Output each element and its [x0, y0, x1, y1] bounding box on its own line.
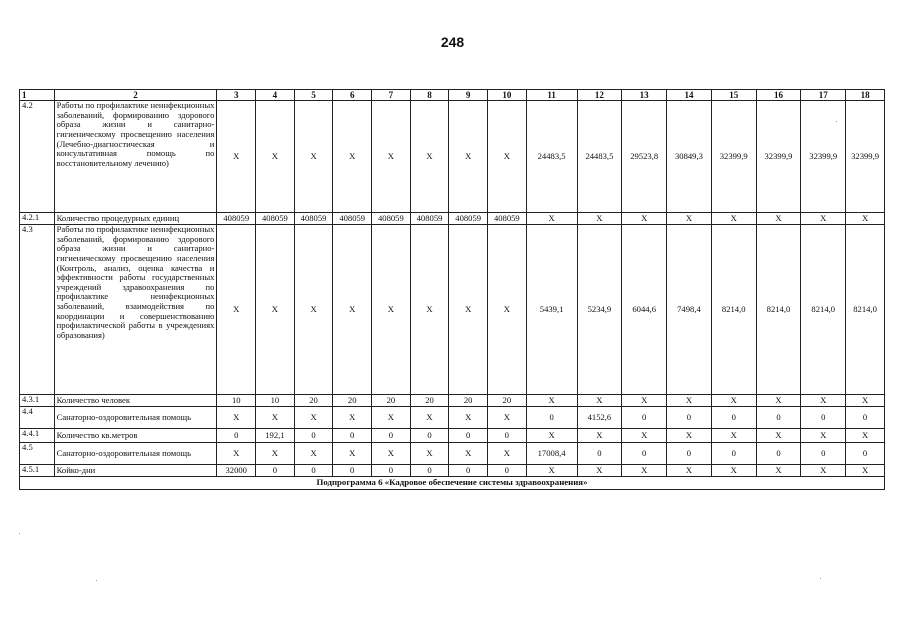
column-header: 8: [410, 90, 449, 101]
cell-value: 0: [667, 443, 712, 465]
cell-value: X: [256, 101, 295, 213]
cell-value: 0: [622, 407, 667, 429]
cell-value: 408059: [449, 213, 488, 225]
cell-value: X: [488, 101, 527, 213]
cell-value: 10: [217, 395, 256, 407]
cell-value: 10: [256, 395, 295, 407]
cell-value: X: [488, 407, 527, 429]
cell-value: 7498,4: [667, 225, 712, 395]
cell-value: 6044,6: [622, 225, 667, 395]
column-header: 6: [333, 90, 372, 101]
cell-value: X: [577, 429, 622, 443]
row-number: 4.2.1: [20, 213, 55, 225]
cell-value: 408059: [256, 213, 295, 225]
cell-value: 0: [488, 429, 527, 443]
cell-value: X: [846, 429, 885, 443]
table-row: [20, 465, 885, 477]
cell-value: X: [756, 429, 801, 443]
cell-value: X: [410, 101, 449, 213]
row-number: 4.3: [20, 225, 55, 395]
column-header: 15: [711, 90, 756, 101]
column-header: 4: [256, 90, 295, 101]
cell-value: 24483,5: [577, 101, 622, 213]
cell-value: X: [711, 429, 756, 443]
cell-value: X: [449, 443, 488, 465]
cell-value: X: [410, 443, 449, 465]
cell-value: 20: [294, 395, 333, 407]
cell-value: X: [526, 395, 577, 407]
cell-value: 408059: [372, 213, 411, 225]
cell-value: X: [294, 101, 333, 213]
cell-value: 20: [372, 395, 411, 407]
row-number: 4.4.1: [20, 429, 55, 443]
cell-value: X: [667, 395, 712, 407]
row-number: 4.3.1: [20, 395, 55, 407]
column-header: 1: [20, 90, 55, 101]
cell-value: X: [217, 407, 256, 429]
column-header: 16: [756, 90, 801, 101]
row-name: Работы по профилактике неинфекционных заболеваний, формированию здорового образа жизни и санитарно-гигиеническому просвещению населения (Контроль, анализ, оценка качества и эффективности работы государственных учреждений здравоохранения по профилактике неинфекционных заболеваний, взаимодействия по координации и совершенствованию профилактической работы в учреждениях образования): [54, 225, 217, 395]
cell-value: X: [372, 225, 411, 395]
cell-value: 8214,0: [756, 225, 801, 395]
cell-value: X: [801, 465, 846, 477]
cell-value: 0: [410, 429, 449, 443]
cell-value: 8214,0: [846, 225, 885, 395]
column-header: 12: [577, 90, 622, 101]
column-header: 13: [622, 90, 667, 101]
cell-value: 0: [756, 407, 801, 429]
cell-value: X: [622, 429, 667, 443]
cell-value: X: [622, 465, 667, 477]
cell-value: X: [711, 213, 756, 225]
cell-value: 0: [846, 443, 885, 465]
data-table: [19, 89, 885, 490]
cell-value: 8214,0: [801, 225, 846, 395]
cell-value: X: [622, 395, 667, 407]
row-name: Количество человек: [54, 395, 217, 407]
cell-value: X: [256, 443, 295, 465]
cell-value: X: [711, 395, 756, 407]
cell-value: X: [577, 213, 622, 225]
row-name: Работы по профилактике неинфекционных заболеваний, формированию здорового образа жизни и санитарно-гигиеническому просвещению населения (Лечебно-диагностическая и консультативная помощь по восстановительному лечению): [54, 101, 217, 213]
column-header: 17: [801, 90, 846, 101]
cell-value: X: [372, 101, 411, 213]
row-name: Койко-дни: [54, 465, 217, 477]
cell-value: 20: [488, 395, 527, 407]
table-row: [20, 429, 885, 443]
cell-value: 5234,9: [577, 225, 622, 395]
cell-value: X: [294, 443, 333, 465]
cell-value: X: [526, 429, 577, 443]
column-header: 3: [217, 90, 256, 101]
table-row: [20, 395, 885, 407]
cell-value: 24483,5: [526, 101, 577, 213]
cell-value: 0: [294, 429, 333, 443]
column-header: 7: [372, 90, 411, 101]
table-row: [20, 225, 885, 395]
cell-value: 0: [294, 465, 333, 477]
cell-value: X: [333, 225, 372, 395]
cell-value: X: [256, 407, 295, 429]
row-name: Количество кв.метров: [54, 429, 217, 443]
cell-value: 408059: [294, 213, 333, 225]
table-row: [20, 407, 885, 429]
cell-value: 0: [372, 465, 411, 477]
cell-value: 8214,0: [711, 225, 756, 395]
cell-value: X: [577, 395, 622, 407]
cell-value: X: [756, 213, 801, 225]
cell-value: 0: [801, 443, 846, 465]
cell-value: X: [449, 101, 488, 213]
cell-value: 20: [449, 395, 488, 407]
cell-value: 20: [410, 395, 449, 407]
row-name: Санаторно-оздоровительная помощь: [54, 443, 217, 465]
cell-value: 29523,8: [622, 101, 667, 213]
cell-value: 408059: [333, 213, 372, 225]
cell-value: X: [488, 225, 527, 395]
cell-value: X: [294, 407, 333, 429]
row-number: 4.5: [20, 443, 55, 465]
cell-value: X: [846, 213, 885, 225]
column-header: 10: [488, 90, 527, 101]
cell-value: 0: [846, 407, 885, 429]
cell-value: 0: [217, 429, 256, 443]
cell-value: 0: [449, 465, 488, 477]
cell-value: X: [526, 213, 577, 225]
cell-value: X: [410, 225, 449, 395]
cell-value: 0: [622, 443, 667, 465]
cell-value: X: [333, 101, 372, 213]
cell-value: X: [449, 225, 488, 395]
cell-value: 32399,9: [711, 101, 756, 213]
cell-value: 0: [449, 429, 488, 443]
header-row: [20, 90, 885, 101]
cell-value: 5439,1: [526, 225, 577, 395]
row-number: 4.2: [20, 101, 55, 213]
column-header: 5: [294, 90, 333, 101]
row-number: 4.5.1: [20, 465, 55, 477]
subprogram-row: [20, 477, 885, 490]
cell-value: X: [622, 213, 667, 225]
cell-value: X: [372, 443, 411, 465]
cell-value: X: [667, 429, 712, 443]
cell-value: 30849,3: [667, 101, 712, 213]
cell-value: 0: [711, 407, 756, 429]
row-number: 4.4: [20, 407, 55, 429]
cell-value: 0: [756, 443, 801, 465]
cell-value: 0: [256, 465, 295, 477]
cell-value: 0: [488, 465, 527, 477]
cell-value: 4152,6: [577, 407, 622, 429]
cell-value: 408059: [410, 213, 449, 225]
subprogram-title: Подпрограмма 6 «Кадровое обеспечение системы здравоохранения»: [20, 477, 885, 490]
cell-value: X: [846, 465, 885, 477]
cell-value: 408059: [488, 213, 527, 225]
table-row: [20, 101, 885, 213]
cell-value: X: [256, 225, 295, 395]
cell-value: X: [801, 395, 846, 407]
cell-value: 32399,9: [756, 101, 801, 213]
cell-value: X: [577, 465, 622, 477]
cell-value: X: [449, 407, 488, 429]
cell-value: 32399,9: [801, 101, 846, 213]
cell-value: 0: [801, 407, 846, 429]
column-header: 14: [667, 90, 712, 101]
cell-value: X: [372, 407, 411, 429]
cell-value: X: [333, 407, 372, 429]
cell-value: X: [756, 465, 801, 477]
cell-value: 0: [410, 465, 449, 477]
page-number: 248: [440, 34, 465, 50]
cell-value: 0: [667, 407, 712, 429]
column-header: 18: [846, 90, 885, 101]
cell-value: X: [217, 101, 256, 213]
cell-value: X: [294, 225, 333, 395]
cell-value: X: [526, 465, 577, 477]
cell-value: X: [488, 443, 527, 465]
cell-value: X: [756, 395, 801, 407]
cell-value: 20: [333, 395, 372, 407]
cell-value: 0: [333, 429, 372, 443]
cell-value: 0: [577, 443, 622, 465]
cell-value: X: [711, 465, 756, 477]
table-row: [20, 443, 885, 465]
cell-value: 32000: [217, 465, 256, 477]
column-header: 9: [449, 90, 488, 101]
row-name: Количество процедурных единиц: [54, 213, 217, 225]
cell-value: 0: [333, 465, 372, 477]
cell-value: 32399,9: [846, 101, 885, 213]
cell-value: X: [801, 429, 846, 443]
cell-value: 192,1: [256, 429, 295, 443]
column-header: 2: [54, 90, 217, 101]
cell-value: X: [667, 213, 712, 225]
cell-value: 0: [711, 443, 756, 465]
cell-value: 17008,4: [526, 443, 577, 465]
cell-value: X: [217, 443, 256, 465]
row-name: Санаторно-оздоровительная помощь: [54, 407, 217, 429]
cell-value: X: [217, 225, 256, 395]
column-header: 11: [526, 90, 577, 101]
cell-value: 408059: [217, 213, 256, 225]
cell-value: 0: [526, 407, 577, 429]
cell-value: X: [846, 395, 885, 407]
cell-value: X: [410, 407, 449, 429]
cell-value: 0: [372, 429, 411, 443]
cell-value: X: [333, 443, 372, 465]
cell-value: X: [801, 213, 846, 225]
cell-value: X: [667, 465, 712, 477]
table-row: [20, 213, 885, 225]
